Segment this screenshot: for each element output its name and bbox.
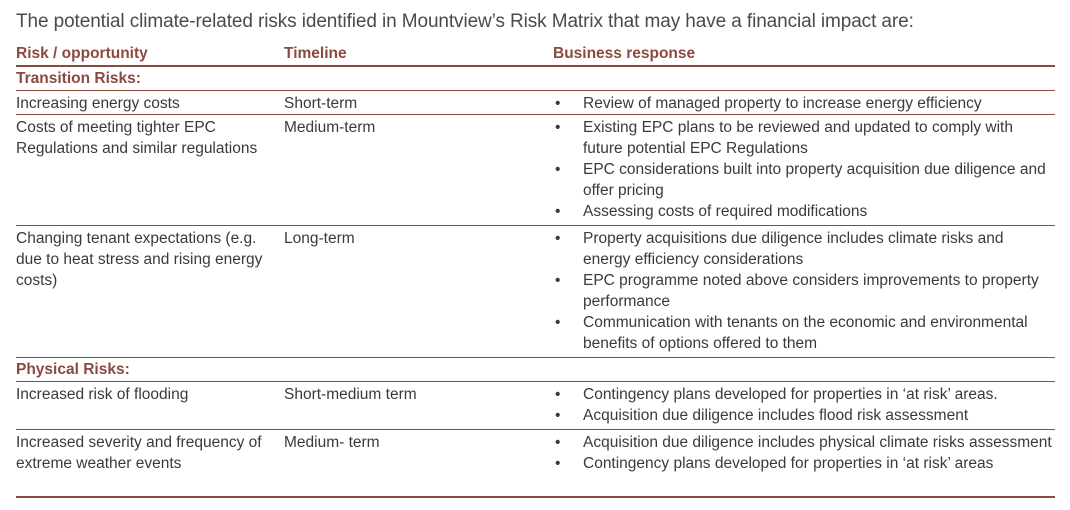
bullet-icon: • [555, 119, 561, 136]
response-list [553, 93, 1053, 114]
section-title-physical: Physical Risks: [16, 358, 1055, 382]
header-response: Business response [553, 45, 696, 62]
section-title-transition: Transition Risks: [16, 67, 1055, 91]
list-item: • EPC programme noted above considers improvements to property performance [555, 272, 1039, 310]
response-list [553, 228, 1053, 354]
list-item: • Contingency plans developed for properties in ‘at risk’ areas [555, 455, 994, 472]
table-row [16, 382, 1055, 430]
list-item: • Contingency plans developed for properties in ‘at risk’ areas. [555, 386, 998, 403]
response-list [553, 432, 1053, 474]
header-risk: Risk / opportunity [16, 45, 148, 62]
risk-cell: Changing tenant expectations (e.g. due to heat stress and rising energy costs) [16, 230, 263, 289]
table-row [16, 226, 1055, 358]
bullet-icon: • [555, 314, 561, 331]
timeline-cell: Medium- term [284, 434, 380, 451]
table-row [16, 430, 1055, 496]
list-item: • Property acquisitions due diligence includes climate risks and energy efficiency considerations [555, 230, 1004, 268]
timeline-cell: Short-medium term [284, 386, 417, 403]
response-list [553, 384, 1053, 426]
list-item: • Acquisition due diligence includes physical climate risks assessment [555, 434, 1052, 451]
list-item: • Assessing costs of required modifications [555, 203, 868, 220]
timeline-cell: Long-term [284, 230, 355, 247]
table-row [16, 115, 1055, 226]
bullet-icon: • [555, 95, 561, 112]
table-row [16, 91, 1055, 115]
risk-cell: Increasing energy costs [16, 95, 180, 112]
bullet-icon: • [555, 203, 561, 220]
table-header [16, 45, 1055, 67]
list-item: • EPC considerations built into property acquisition due diligence and offer pricing [555, 161, 1046, 199]
risk-table [16, 45, 1055, 498]
list-item: • Communication with tenants on the economic and environmental benefits of options offered to them [555, 314, 1028, 352]
timeline-cell: Medium-term [284, 119, 376, 136]
header-timeline: Timeline [284, 45, 347, 62]
timeline-cell: Short-term [284, 95, 358, 112]
risk-cell: Costs of meeting tighter EPC Regulations and similar regulations [16, 119, 258, 157]
bullet-icon: • [555, 455, 561, 472]
bullet-icon: • [555, 386, 561, 403]
bullet-icon: • [555, 272, 561, 289]
intro-text: The potential climate-related risks identified in Mountview’s Risk Matrix that may have a financial impact are: [16, 11, 914, 32]
risk-cell: Increased risk of flooding [16, 386, 189, 403]
list-item: • Review of managed property to increase energy efficiency [555, 95, 982, 112]
bullet-icon: • [555, 434, 561, 451]
response-list [553, 117, 1053, 222]
list-item: • Acquisition due diligence includes flood risk assessment [555, 407, 969, 424]
list-item: • Existing EPC plans to be reviewed and updated to comply with future potential EPC Regulations [555, 119, 1013, 157]
risk-cell: Increased severity and frequency of extreme weather events [16, 434, 262, 472]
bullet-icon: • [555, 407, 561, 424]
bullet-icon: • [555, 161, 561, 178]
bullet-icon: • [555, 230, 561, 247]
